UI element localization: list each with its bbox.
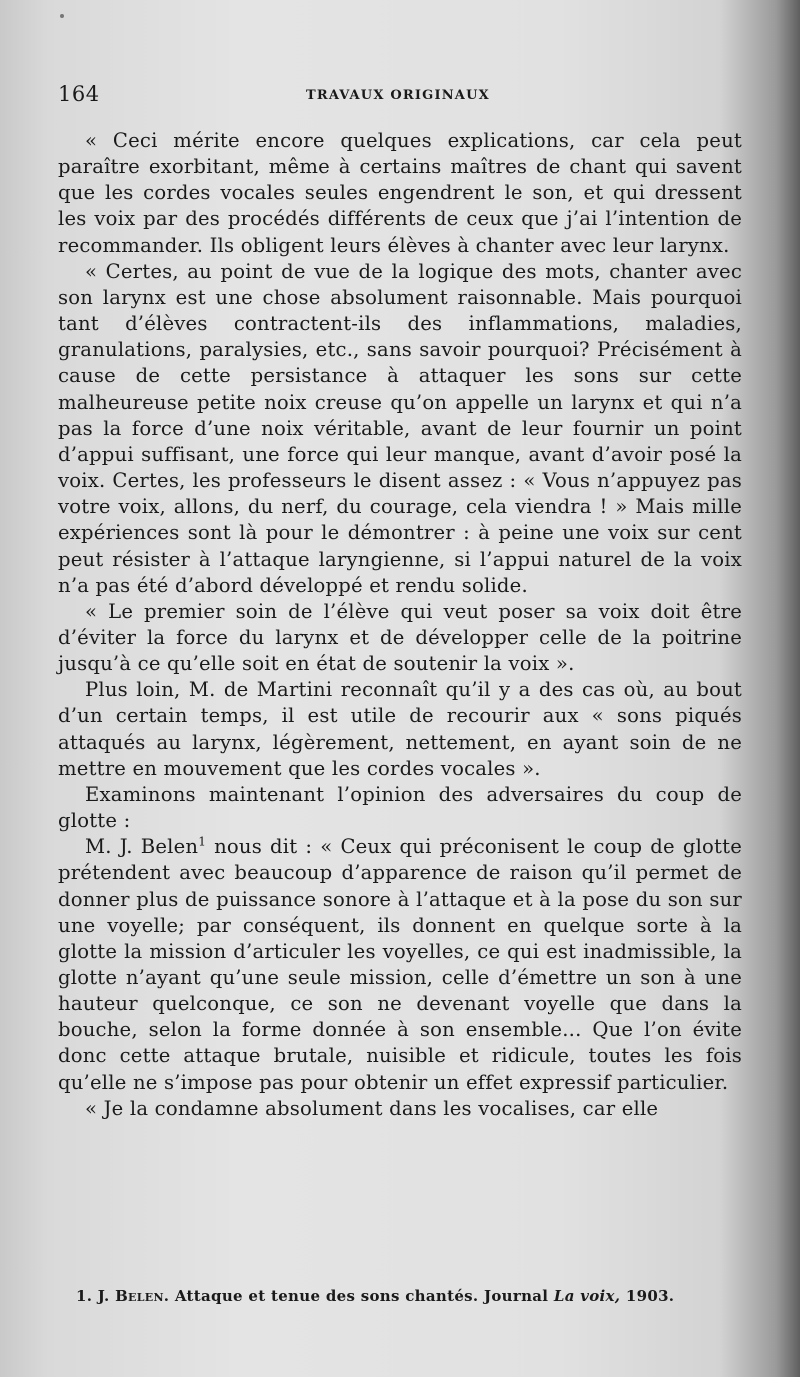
footnote-number: 1. [76, 1287, 93, 1305]
footnote-year: 1903. [625, 1287, 675, 1305]
paragraph: « Ceci mérite encore quelques explications, car cela peut paraître exorbitant, même à certains maîtres de chant qui savent que les cordes vocales seules engendrent le son, et qui dressent les voix par des procédés différents de ceux que j’ai l’intention de recommander. Ils obligent leurs élèves à chanter avec leur larynx. [58, 129, 742, 257]
body-text [58, 128, 742, 1122]
footnote-reference: 1 [198, 834, 207, 849]
paragraph: Plus loin, M. de Martini reconnaît qu’il y a des cas où, au bout d’un certain temps, il est utile de recourir aux « sons piqués attaqués au larynx, légèrement, nettement, en ayant soin de ne mettre en mouvement que les cordes vocales ». [58, 678, 742, 780]
belen-author: M. J. Belen [85, 835, 199, 859]
paragraph: « Je la condamne absolument dans les vocalises, car elle [85, 1096, 659, 1120]
paragraph-belen [58, 834, 742, 1096]
print-speck [60, 14, 64, 18]
footnote-author: J. Belen. [97, 1287, 170, 1305]
paragraph: « Le premier soin de l’élève qui veut poser sa voix doit être d’éviter la force du larynx et de développer celle de la poitrine jusqu’à ce qu’elle soit en état de soutenir la voix ». [58, 599, 742, 676]
page-number: 164 [58, 82, 100, 106]
paragraph: Examinons maintenant l’opinion des adversaires du coup de glotte : [58, 782, 742, 833]
paragraph: « Certes, au point de vue de la logique des mots, chanter avec son larynx est une chose absolument raisonnable. Mais pourquoi tant d’élèves contractent-ils des inflammations, maladies, granulations, paralysies, etc., sans savoir pourquoi? Précisément à cause de cette persistance à attaquer les sons sur cette malheureuse petite noix creuse qu’on appelle un larynx et qui n’a pas la force d’une noix véritable, avant de leur fournir un point d’appui suffisant, une force qui leur manque, avant d’avoir posé la voix. Certes, les professeurs le disent assez : « Vous n’appuyez pas votre voix, allons, du nerf, du courage, cela viendra ! » Mais mille expériences sont là pour le démontrer : à peine une voix sur cent peut résister à l’attaque laryngienne, si l’appui naturel de la voix n’a pas été d’abord développé et rendu solide. [58, 259, 742, 597]
page-header [58, 82, 744, 112]
footnote [76, 1287, 756, 1305]
running-head: TRAVAUX ORIGINAUX [306, 88, 490, 103]
footnote-journal: La voix, [553, 1287, 621, 1305]
footnote-title: Attaque et tenue des sons chantés. Journal [174, 1287, 549, 1305]
belen-quote: nous dit : « Ceux qui préconisent le coup de glotte prétendent avec beaucoup d’apparence de raison qu’il permet de donner plus de puissance sonore à l’attaque et à la pose du son sur une voyelle; par conséquent, ils donnent en quelque sorte à la glotte la mission d’articuler les voyelles, ce qui est inadmissible, la glotte n’ayant qu’une seule mission, celle d’émettre un son à une hauteur quelconque, ce son ne devenant voyelle que dans la bouche, selon la forme donnée à son ensemble... Que l’on évite donc cette attaque brutale, nuisible et ridicule, toutes les fois qu’elle ne s’impose pas pour obtenir un effet expressif particulier. [58, 835, 742, 1094]
